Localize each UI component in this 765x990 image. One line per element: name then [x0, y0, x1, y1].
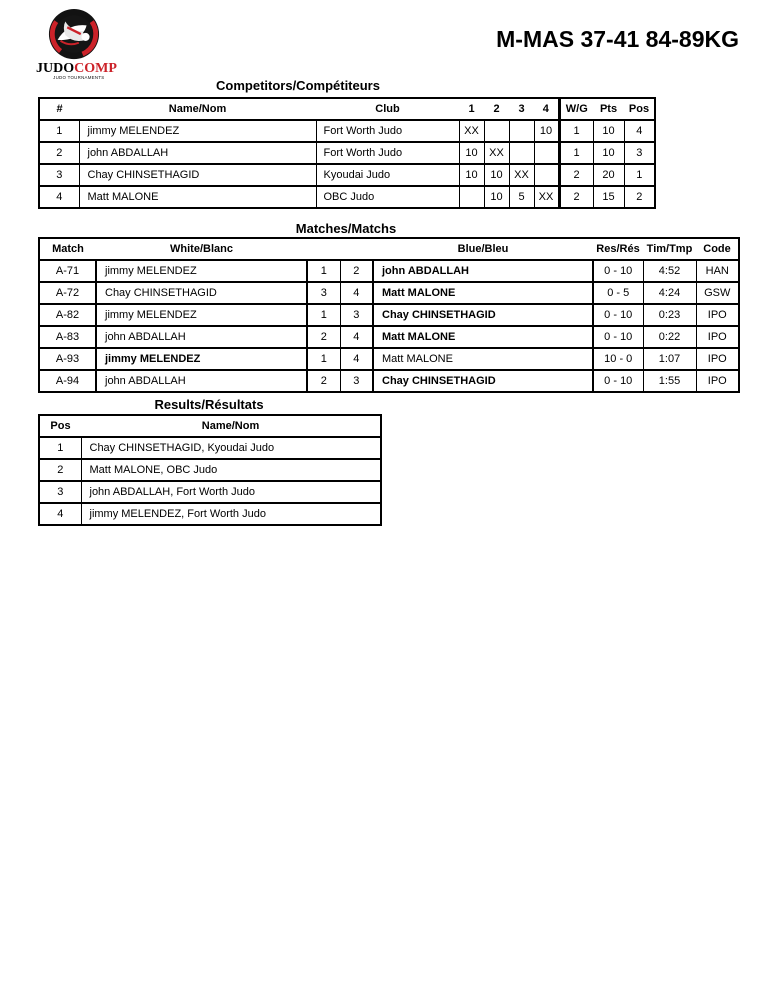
match-blue-name-cell: john ABDALLAH: [373, 260, 593, 282]
competitor-row: [39, 186, 655, 208]
col-header-blue-num: [340, 238, 373, 260]
match-code-cell: IPO: [696, 370, 739, 392]
results-header-row: [39, 415, 381, 437]
match-blue-name-cell: Chay CHINSETHAGID: [373, 304, 593, 326]
col-header-code: Code: [703, 243, 731, 255]
results-section-title: Results/Résultats: [154, 397, 264, 412]
col-header-2: 2: [493, 103, 500, 115]
col-header-blue: Blue/Bleu: [457, 243, 509, 255]
pool-score-cell: 10: [534, 120, 559, 142]
match-time-cell: 0:23: [643, 304, 696, 326]
col-header-match: Match: [52, 243, 84, 255]
points-cell: 10: [593, 142, 624, 164]
pool-score-cell: [534, 142, 559, 164]
match-row: [39, 282, 739, 304]
col-header-white-num: [307, 238, 340, 260]
competitor-name-cell: john ABDALLAH: [79, 142, 316, 164]
judocomp-logo: [36, 8, 117, 84]
match-blue-num-cell: 4: [340, 348, 373, 370]
position-cell: 3: [624, 142, 655, 164]
competitor-row: [39, 142, 655, 164]
col-header-name: Name/Nom: [201, 420, 260, 432]
pool-score-cell: [534, 164, 559, 186]
pool-score-cell: [484, 120, 509, 142]
match-time-cell: 0:22: [643, 326, 696, 348]
result-row: [39, 481, 381, 503]
match-time-cell: 1:07: [643, 348, 696, 370]
col-header-4: 4: [542, 103, 549, 115]
match-result-cell: 0 - 5: [593, 282, 643, 304]
position-cell: 4: [624, 120, 655, 142]
match-white-name-cell: john ABDALLAH: [96, 326, 307, 348]
col-header-res: Res/Rés: [596, 243, 640, 255]
match-result-cell: 0 - 10: [593, 370, 643, 392]
competitors-section-title: Competitors/Compétiteurs: [216, 78, 380, 93]
match-code-cell: IPO: [696, 348, 739, 370]
competitors-table: [38, 97, 656, 209]
pool-score-cell: XX: [534, 186, 559, 208]
competitor-name-cell: jimmy MELENDEZ: [79, 120, 316, 142]
result-row: [39, 437, 381, 459]
wins-cell: 1: [559, 142, 593, 164]
logo-word-comp: COMP: [74, 61, 117, 76]
pool-score-cell: 10: [484, 186, 509, 208]
match-row: [39, 326, 739, 348]
result-name-cell: john ABDALLAH, Fort Worth Judo: [81, 481, 381, 503]
match-time-cell: 1:55: [643, 370, 696, 392]
logo-wordmark: [36, 61, 117, 76]
match-id-cell: A-72: [39, 282, 96, 304]
page-title: M-MAS 37-41 84-89KG: [496, 26, 739, 52]
match-result-cell: 0 - 10: [593, 326, 643, 348]
competitor-club-cell: Fort Worth Judo: [316, 142, 459, 164]
competitor-club-cell: Kyoudai Judo: [316, 164, 459, 186]
col-header-number: #: [56, 103, 63, 115]
pool-score-cell: 10: [484, 164, 509, 186]
wins-cell: 1: [559, 120, 593, 142]
match-blue-name-cell: Chay CHINSETHAGID: [373, 370, 593, 392]
col-header-name: Name/Nom: [168, 103, 227, 115]
col-header-pos: Pos: [50, 420, 71, 432]
pool-score-cell: 10: [459, 142, 484, 164]
result-pos-cell: 3: [39, 481, 81, 503]
col-header-pos: Pos: [628, 103, 650, 115]
match-id-cell: A-94: [39, 370, 96, 392]
match-white-name-cell: jimmy MELENDEZ: [96, 304, 307, 326]
match-id-cell: A-71: [39, 260, 96, 282]
wins-cell: 2: [559, 186, 593, 208]
match-blue-name-cell: Matt MALONE: [373, 326, 593, 348]
competitors-header-row: [39, 98, 655, 120]
competitor-number-cell: 3: [39, 164, 79, 186]
points-cell: 15: [593, 186, 624, 208]
pool-score-cell: XX: [459, 120, 484, 142]
matches-table: [38, 237, 740, 393]
col-header-pts: Pts: [599, 103, 618, 115]
result-name-cell: Chay CHINSETHAGID, Kyoudai Judo: [81, 437, 381, 459]
match-blue-name-cell: Matt MALONE: [373, 282, 593, 304]
result-row: [39, 503, 381, 525]
match-id-cell: A-82: [39, 304, 96, 326]
competitor-number-cell: 1: [39, 120, 79, 142]
logo-tagline: JUDO TOURNAMENTS: [53, 75, 105, 80]
results-table: [38, 414, 382, 526]
matches-header-row: [39, 238, 739, 260]
match-white-num-cell: 2: [307, 370, 340, 392]
competitor-row: [39, 164, 655, 186]
match-white-name-cell: Chay CHINSETHAGID: [96, 282, 307, 304]
logo-word-judo: JUDO: [36, 61, 75, 76]
competitor-club-cell: OBC Judo: [316, 186, 459, 208]
pool-score-cell: 5: [509, 186, 534, 208]
pool-score-cell: [509, 142, 534, 164]
match-code-cell: IPO: [696, 326, 739, 348]
pool-score-cell: [509, 120, 534, 142]
match-blue-num-cell: 4: [340, 326, 373, 348]
match-white-num-cell: 3: [307, 282, 340, 304]
competitor-name-cell: Matt MALONE: [79, 186, 316, 208]
match-blue-num-cell: 2: [340, 260, 373, 282]
match-time-cell: 4:52: [643, 260, 696, 282]
match-white-name-cell: jimmy MELENDEZ: [96, 348, 307, 370]
match-code-cell: GSW: [696, 282, 739, 304]
match-result-cell: 10 - 0: [593, 348, 643, 370]
result-row: [39, 459, 381, 481]
competitor-name-cell: Chay CHINSETHAGID: [79, 164, 316, 186]
col-header-white: White/Blanc: [170, 243, 233, 255]
result-name-cell: Matt MALONE, OBC Judo: [81, 459, 381, 481]
match-result-cell: 0 - 10: [593, 304, 643, 326]
match-blue-num-cell: 4: [340, 282, 373, 304]
points-cell: 20: [593, 164, 624, 186]
points-cell: 10: [593, 120, 624, 142]
match-row: [39, 260, 739, 282]
matches-section-title: Matches/Matchs: [295, 221, 397, 236]
match-row: [39, 304, 739, 326]
competitor-row: [39, 120, 655, 142]
match-result-cell: 0 - 10: [593, 260, 643, 282]
match-blue-num-cell: 3: [340, 304, 373, 326]
match-row: [39, 370, 739, 392]
position-cell: 2: [624, 186, 655, 208]
match-code-cell: IPO: [696, 304, 739, 326]
competitor-club-cell: Fort Worth Judo: [316, 120, 459, 142]
match-code-cell: HAN: [696, 260, 739, 282]
result-pos-cell: 2: [39, 459, 81, 481]
match-blue-num-cell: 3: [340, 370, 373, 392]
competitor-number-cell: 4: [39, 186, 79, 208]
pool-score-cell: XX: [509, 164, 534, 186]
pool-score-cell: [459, 186, 484, 208]
col-header-club: Club: [375, 103, 400, 115]
col-header-1: 1: [468, 103, 475, 115]
match-id-cell: A-83: [39, 326, 96, 348]
match-row: [39, 348, 739, 370]
match-white-num-cell: 2: [307, 326, 340, 348]
wins-cell: 2: [559, 164, 593, 186]
match-white-num-cell: 1: [307, 304, 340, 326]
col-header-3: 3: [518, 103, 525, 115]
judocomp-emblem-icon: [44, 8, 104, 62]
match-white-num-cell: 1: [307, 260, 340, 282]
match-blue-name-cell: Matt MALONE: [373, 348, 593, 370]
match-id-cell: A-93: [39, 348, 96, 370]
match-white-name-cell: john ABDALLAH: [96, 370, 307, 392]
match-time-cell: 4:24: [643, 282, 696, 304]
col-header-tim: Tim/Tmp: [646, 243, 693, 255]
result-pos-cell: 4: [39, 503, 81, 525]
result-pos-cell: 1: [39, 437, 81, 459]
col-header-wg: W/G: [559, 98, 593, 120]
pool-score-cell: 10: [459, 164, 484, 186]
match-white-num-cell: 1: [307, 348, 340, 370]
match-white-name-cell: jimmy MELENDEZ: [96, 260, 307, 282]
result-name-cell: jimmy MELENDEZ, Fort Worth Judo: [81, 503, 381, 525]
position-cell: 1: [624, 164, 655, 186]
competitor-number-cell: 2: [39, 142, 79, 164]
pool-score-cell: XX: [484, 142, 509, 164]
